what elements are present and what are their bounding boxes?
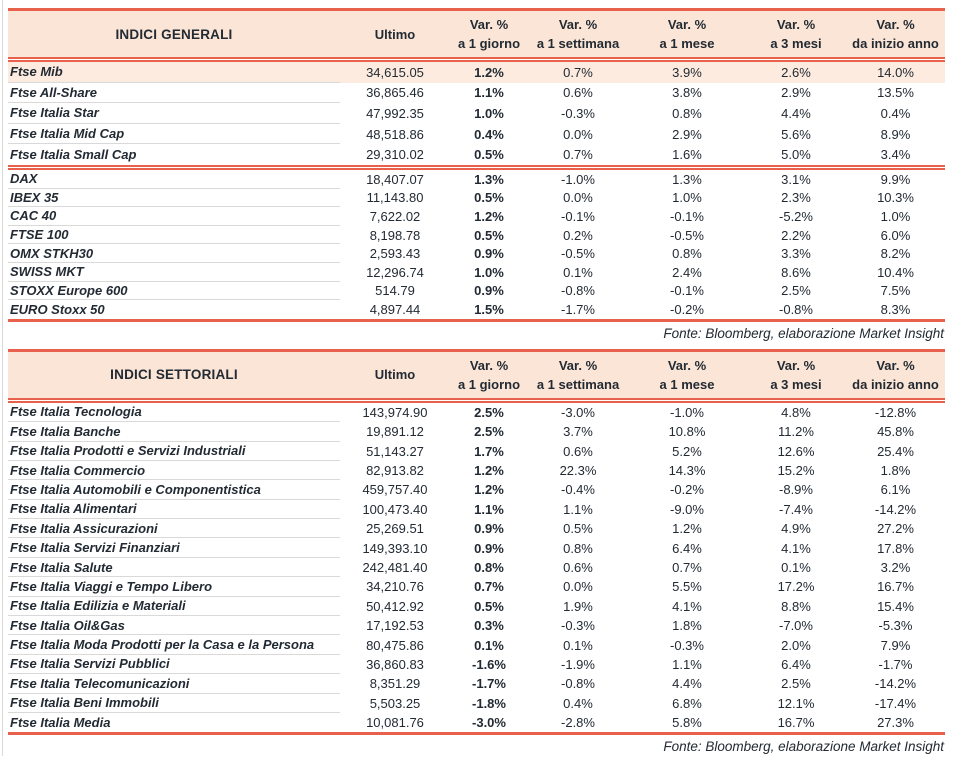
var-value: 2.4%: [672, 264, 702, 280]
var-value: 8.6%: [781, 264, 811, 280]
table-row: [8, 538, 945, 557]
var-value: 0.9%: [474, 521, 504, 537]
var-value: 1.8%: [880, 463, 911, 479]
table-body: [8, 62, 945, 319]
index-name: Ftse Italia Commercio: [8, 461, 340, 480]
var-value: 0.8%: [672, 246, 702, 262]
table-row: [8, 263, 945, 282]
column-header-var-1-settimana: [528, 11, 628, 57]
column-header-line1: Var. %: [876, 357, 915, 373]
var-value: 17.2%: [777, 579, 815, 595]
table-body: [8, 403, 945, 733]
var-value: -2.8%: [561, 715, 595, 731]
var-value: 1.1%: [672, 656, 702, 672]
table-row: [8, 558, 945, 577]
var-value: 4.1%: [672, 598, 702, 614]
index-name: FTSE 100: [8, 226, 340, 245]
table-title: INDICI SETTORIALI: [110, 367, 238, 383]
var-value: 0.5%: [563, 521, 593, 537]
var-value: 16.7%: [777, 715, 815, 731]
column-header-line1: Var. %: [667, 357, 707, 373]
ultimo-value: 459,757.40: [362, 482, 428, 498]
ultimo-value: 11,143.80: [366, 190, 424, 206]
column-header-line1: Var. %: [876, 17, 915, 32]
var-value: -3.0%: [472, 715, 506, 731]
var-value: -0.5%: [670, 227, 704, 243]
table-row: [8, 300, 945, 319]
ultimo-value: 12,296.74: [366, 264, 424, 280]
table-row: [8, 694, 945, 713]
var-value: 6.1%: [880, 482, 911, 498]
index-name: Ftse Italia Tecnologia: [8, 403, 340, 422]
table-row: [8, 282, 945, 301]
table-row: [8, 144, 945, 165]
index-name: Ftse Italia Banche: [8, 422, 340, 441]
column-header-line2: a 1 settimana: [536, 36, 620, 51]
var-value: -0.3%: [670, 637, 704, 653]
var-value: 13.5%: [877, 85, 914, 101]
table-row: [8, 577, 945, 596]
var-value: 25.4%: [877, 443, 914, 459]
var-value: 3.1%: [781, 171, 811, 187]
index-name: DAX: [8, 170, 340, 189]
column-header-var-1-giorno: [450, 352, 528, 398]
table-row: [8, 62, 945, 83]
var-value: 0.6%: [563, 443, 593, 459]
var-value: 1.3%: [672, 171, 702, 187]
var-value: 0.4%: [474, 126, 504, 142]
index-name: Ftse Italia Salute: [8, 558, 340, 577]
var-value: 2.6%: [781, 64, 811, 80]
index-name: Ftse Italia Telecomunicazioni: [8, 674, 340, 693]
index-name: Ftse Italia Mid Cap: [8, 124, 340, 145]
var-value: 0.8%: [474, 560, 504, 576]
var-value: -17.4%: [874, 695, 917, 711]
var-value: -0.8%: [561, 283, 595, 299]
ultimo-value: 29,310.02: [366, 147, 424, 163]
var-value: 2.9%: [672, 126, 702, 142]
table-header-row: [8, 11, 945, 57]
table-row: [8, 655, 945, 674]
index-name: Ftse Italia Assicurazioni: [8, 519, 340, 538]
var-value: 1.1%: [563, 501, 593, 517]
table-row: [8, 616, 945, 635]
var-value: -0.2%: [670, 301, 704, 317]
column-header-line1: Var. %: [558, 357, 598, 373]
var-value: 11.2%: [778, 424, 814, 440]
var-value: 0.1%: [474, 637, 504, 653]
var-value: -1.0%: [561, 171, 595, 187]
column-header-line2: a 3 mesi: [770, 36, 822, 51]
table-row: [8, 674, 945, 693]
var-value: 9.9%: [880, 171, 911, 187]
var-value: -1.0%: [670, 404, 704, 420]
index-name: SWISS MKT: [8, 263, 340, 282]
ultimo-value: 82,913.82: [366, 463, 424, 479]
var-value: -0.4%: [561, 482, 595, 498]
table-row: [8, 83, 945, 104]
var-value: 1.9%: [563, 598, 593, 614]
index-name: Ftse Italia Automobili e Componentistica: [8, 480, 340, 499]
var-value: 5.0%: [781, 147, 811, 163]
var-value: 27.3%: [877, 715, 914, 731]
var-value: 0.0%: [563, 579, 593, 595]
var-value: 3.9%: [672, 64, 702, 80]
column-header-var-inizio-anno: [846, 11, 945, 57]
index-name: Ftse Italia Servizi Pubblici: [8, 655, 340, 674]
ultimo-value: 242,481.40: [362, 560, 428, 576]
ultimo-value: 34,210.76: [366, 579, 424, 595]
table-row: [8, 403, 945, 422]
table-row: [8, 103, 945, 124]
ultimo-value: 5,503.25: [369, 695, 421, 711]
ultimo-value: 50,412.92: [366, 598, 424, 614]
index-name: Ftse Italia Small Cap: [10, 147, 137, 163]
index-name: IBEX 35: [8, 189, 340, 208]
column-header-var-inizio-anno: [846, 352, 945, 398]
var-value: -0.3%: [561, 105, 595, 121]
var-value: -5.3%: [878, 618, 913, 634]
var-value: 3.4%: [880, 147, 911, 163]
var-value: 4.8%: [781, 404, 811, 420]
ultimo-value: 47,992.35: [366, 105, 424, 121]
ultimo-value: 100,473.40: [362, 501, 428, 517]
var-value: -0.5%: [561, 246, 595, 262]
var-value: 4.9%: [781, 521, 811, 537]
column-header-var-1-mese: [628, 11, 746, 57]
var-value: 6.0%: [880, 227, 911, 243]
var-value: 3.2%: [880, 560, 911, 576]
index-name: EURO Stoxx 50: [10, 301, 105, 317]
var-value: 0.5%: [474, 190, 504, 206]
var-value: 0.8%: [563, 540, 593, 556]
var-value: 0.4%: [880, 105, 911, 121]
index-name: CAC 40: [8, 207, 340, 226]
ultimo-value: 8,198.78: [369, 227, 421, 243]
ultimo-value: 19,891.12: [366, 424, 424, 440]
index-name: STOXX Europe 600: [8, 282, 340, 301]
var-value: 15.4%: [877, 598, 914, 614]
column-header-line1: Var. %: [776, 17, 816, 32]
var-value: 8.9%: [880, 126, 911, 142]
table-row: [8, 124, 945, 145]
var-value: 0.2%: [563, 227, 593, 243]
var-value: 6.4%: [672, 540, 702, 556]
var-value: 17.8%: [877, 540, 914, 556]
index-name: OMX STKH30: [8, 244, 340, 263]
var-value: 5.2%: [672, 443, 702, 459]
column-header-var-3-mesi: [746, 11, 846, 57]
var-value: -1.8%: [472, 695, 506, 711]
var-value: -1.7%: [561, 301, 595, 317]
index-name: Ftse Italia Prodotti e Servizi Industriali: [8, 442, 340, 461]
ultimo-value: 149,393.10: [362, 540, 428, 556]
var-value: 0.1%: [563, 264, 593, 280]
column-header-ultimo: Ultimo: [374, 367, 416, 383]
var-value: -3.0%: [561, 404, 595, 420]
var-value: 0.9%: [474, 283, 504, 299]
indici-settoriali-table: [8, 349, 945, 736]
var-value: 6.4%: [781, 656, 811, 672]
var-value: 2.3%: [781, 190, 811, 206]
var-value: 1.1%: [474, 501, 504, 517]
var-value: -0.8%: [561, 676, 595, 692]
var-value: 14.0%: [877, 64, 914, 80]
var-value: 0.5%: [474, 147, 504, 163]
var-value: 1.5%: [474, 301, 504, 317]
var-value: 1.3%: [474, 171, 504, 187]
var-value: 0.1%: [563, 637, 593, 653]
ultimo-value: 143,974.90: [362, 404, 428, 420]
var-value: 0.7%: [672, 560, 702, 576]
var-value: -1.9%: [561, 656, 595, 672]
var-value: 1.0%: [672, 190, 702, 206]
var-value: 8.3%: [880, 301, 911, 317]
var-value: 7.5%: [880, 283, 911, 299]
var-value: -1.7%: [878, 656, 913, 672]
var-value: 0.3%: [474, 618, 504, 634]
column-header-line2: a 1 mese: [659, 376, 715, 392]
var-value: 0.7%: [563, 64, 593, 80]
var-value: 1.2%: [474, 64, 504, 80]
var-value: -0.1%: [670, 208, 704, 224]
var-value: 0.7%: [563, 147, 593, 163]
var-value: 1.0%: [474, 264, 504, 280]
var-value: -7.0%: [779, 618, 813, 634]
ultimo-value: 2,593.43: [369, 246, 421, 262]
ultimo-value: 36,860.83: [366, 656, 424, 672]
var-value: 2.5%: [474, 424, 504, 440]
table-row: [8, 207, 945, 226]
column-header-line2: a 1 giorno: [457, 376, 521, 392]
column-header-line2: a 1 settimana: [536, 376, 620, 392]
table-row: [8, 635, 945, 654]
table-title: INDICI GENERALI: [115, 26, 233, 42]
table-row: [8, 597, 945, 616]
column-header-var-1-mese: [628, 352, 746, 398]
var-value: 2.9%: [781, 85, 811, 101]
table-row: [8, 713, 945, 732]
column-header-line1: Var. %: [776, 357, 816, 373]
var-value: -5.2%: [779, 208, 813, 224]
var-value: 27.2%: [877, 521, 914, 537]
var-value: 1.2%: [672, 521, 702, 537]
var-value: -8.9%: [779, 482, 813, 498]
column-header-line2: da inizio anno: [852, 376, 939, 392]
table-row: [8, 170, 945, 189]
var-value: 0.9%: [474, 246, 504, 262]
var-value: 8.2%: [880, 246, 911, 262]
var-value: 5.8%: [672, 715, 702, 731]
var-value: -7.4%: [779, 501, 813, 517]
source-note: Fonte: Bloomberg, elaborazione Market Insight: [663, 325, 944, 341]
var-value: 4.4%: [672, 676, 702, 692]
row-group: [8, 62, 945, 165]
var-value: 0.7%: [474, 579, 504, 595]
ultimo-value: 4,897.44: [369, 301, 421, 317]
var-value: 45.8%: [877, 424, 914, 440]
column-header-line2: da inizio anno: [852, 36, 939, 51]
indici-generali-table: [8, 8, 945, 322]
index-name: Ftse Italia Media: [10, 715, 111, 731]
table-row: [8, 480, 945, 499]
column-header-var-1-settimana: [528, 352, 628, 398]
ultimo-value: 514.79: [375, 283, 415, 299]
var-value: 5.5%: [672, 579, 702, 595]
index-name: Ftse Italia Oil&Gas: [8, 616, 340, 635]
ultimo-value: 7,622.02: [369, 208, 421, 224]
var-value: 0.0%: [563, 126, 593, 142]
index-name: Ftse Italia Alimentari: [8, 500, 340, 519]
var-value: 1.2%: [474, 208, 504, 224]
column-header-ultimo: Ultimo: [374, 26, 416, 42]
var-value: -0.3%: [561, 618, 595, 634]
ultimo-value: 48,518.86: [366, 126, 424, 142]
var-value: 1.0%: [880, 208, 911, 224]
table-row: [8, 461, 945, 480]
var-value: 0.9%: [474, 540, 504, 556]
var-value: 10.3%: [877, 190, 914, 206]
var-value: 0.4%: [563, 695, 593, 711]
ultimo-value: 34,615.05: [366, 64, 424, 80]
ultimo-value: 36,865.46: [366, 85, 424, 101]
table-header-row: [8, 352, 945, 398]
var-value: 2.5%: [781, 283, 811, 299]
var-value: -9.0%: [670, 501, 704, 517]
column-header-line1: Var. %: [558, 17, 598, 32]
var-value: 15.2%: [777, 463, 815, 479]
row-group: [8, 403, 945, 733]
var-value: 0.8%: [672, 105, 702, 121]
column-header-line2: a 1 giorno: [457, 36, 521, 51]
column-header-line1: Var. %: [667, 17, 707, 32]
var-value: 4.1%: [781, 540, 811, 556]
table-row: [8, 189, 945, 208]
table-row: [8, 500, 945, 519]
column-header-var-3-mesi: [746, 352, 846, 398]
ultimo-value: 25,269.51: [366, 521, 424, 537]
var-value: 2.0%: [781, 637, 811, 653]
var-value: 3.7%: [563, 424, 593, 440]
var-value: 0.6%: [563, 85, 593, 101]
table-row: [8, 422, 945, 441]
var-value: 12.6%: [777, 443, 815, 459]
var-value: 0.6%: [563, 560, 593, 576]
ultimo-value: 17,192.53: [366, 618, 424, 634]
source-note: Fonte: Bloomberg, elaborazione Market Insight: [663, 739, 944, 755]
ultimo-value: 10,081.76: [366, 715, 424, 731]
index-name: Ftse Italia Servizi Finanziari: [8, 538, 340, 557]
var-value: -0.8%: [779, 301, 813, 317]
var-value: -14.2%: [874, 501, 917, 517]
index-name: Ftse Italia Viaggi e Tempo Libero: [8, 577, 340, 596]
var-value: -0.2%: [670, 482, 704, 498]
var-value: 8.8%: [781, 598, 811, 614]
table-row: [8, 226, 945, 245]
var-value: 16.7%: [877, 579, 914, 595]
var-value: 12.1%: [777, 695, 815, 711]
var-value: 1.8%: [672, 618, 702, 634]
column-header-line1: Var. %: [469, 357, 509, 373]
ultimo-value: 80,475.86: [366, 637, 424, 653]
var-value: -0.1%: [670, 283, 704, 299]
var-value: 10.4%: [877, 264, 914, 280]
var-value: 0.1%: [781, 560, 811, 576]
index-name: Ftse Italia Moda Prodotti per la Casa e la Persona: [8, 635, 340, 654]
var-value: 2.2%: [781, 227, 811, 243]
var-value: 22.3%: [559, 463, 597, 479]
var-value: 1.2%: [474, 463, 504, 479]
table-row: [8, 519, 945, 538]
var-value: 3.3%: [781, 246, 811, 262]
var-value: 2.5%: [474, 404, 504, 420]
var-value: 1.0%: [474, 105, 504, 121]
column-header-line1: Var. %: [469, 17, 509, 32]
var-value: 0.0%: [563, 190, 593, 206]
var-value: -14.2%: [874, 676, 917, 692]
var-value: 5.6%: [781, 126, 811, 142]
ultimo-value: 51,143.27: [366, 443, 424, 459]
var-value: 7.9%: [880, 637, 911, 653]
var-value: -0.1%: [561, 208, 595, 224]
var-value: 3.8%: [672, 85, 702, 101]
var-value: 1.7%: [474, 443, 504, 459]
var-value: 4.4%: [781, 105, 811, 121]
var-value: 0.5%: [474, 598, 504, 614]
var-value: 0.5%: [474, 227, 504, 243]
ultimo-value: 18,407.07: [366, 171, 424, 187]
row-group: [8, 170, 945, 319]
var-value: -12.8%: [874, 404, 917, 420]
column-header-line2: a 3 mesi: [770, 376, 822, 392]
column-header-var-1-giorno: [450, 11, 528, 57]
var-value: 14.3%: [668, 463, 706, 479]
var-value: 2.5%: [781, 676, 811, 692]
var-value: -1.7%: [472, 676, 506, 692]
index-name: Ftse Mib: [8, 62, 340, 83]
index-name: Ftse Italia Beni Immobili: [8, 694, 340, 713]
ultimo-value: 8,351.29: [369, 676, 421, 692]
var-value: 1.2%: [474, 482, 504, 498]
var-value: -1.6%: [472, 656, 506, 672]
index-name: Ftse Italia Star: [8, 103, 340, 124]
table-row: [8, 442, 945, 461]
var-value: 10.8%: [668, 424, 706, 440]
var-value: 6.8%: [672, 695, 702, 711]
column-header-line2: a 1 mese: [659, 36, 715, 51]
index-name: Ftse All-Share: [8, 83, 340, 104]
table-row: [8, 244, 945, 263]
index-name: Ftse Italia Edilizia e Materiali: [8, 597, 340, 616]
var-value: 1.6%: [672, 147, 702, 163]
var-value: 1.1%: [474, 85, 504, 101]
